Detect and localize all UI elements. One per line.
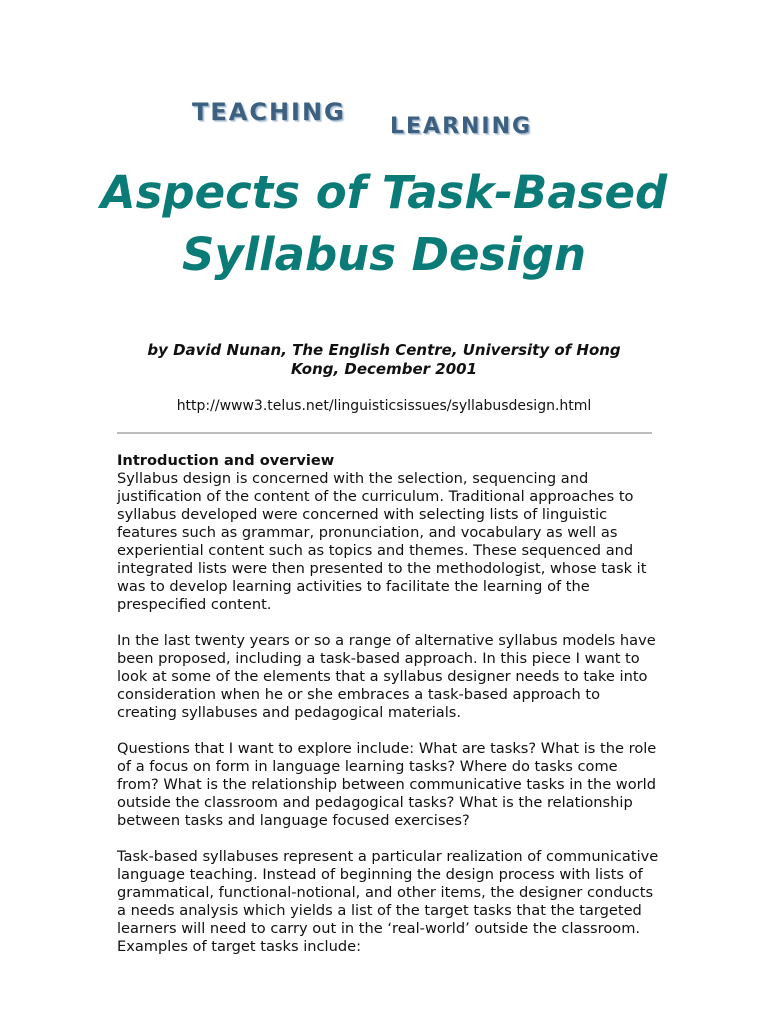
source-url: http://www3.telus.net/linguisticsissues/syllabusdesign.html <box>176 398 592 414</box>
intro-paragraph-1 <box>117 452 662 614</box>
teaching-learning-logo <box>192 98 592 148</box>
intro-paragraph-3: Questions that I want to explore include: What are tasks? What is the role of a focus on form in language learning tasks? Where do tasks come from? What is the relationship between communicative tasks in the world outside the classroom and pedagogical tasks? What is the relationship between tasks and language focused exercises? <box>117 740 657 829</box>
intro-paragraph-4: Task-based syllabuses represent a particular realization of communicative language teaching. Instead of beginning the design process with lists of grammatical, functional-notional, and other items, the designer conducts a needs analysis which yields a list of the target tasks that the targeted learners will need to carry out in the ‘real-world’ outside the classroom. Examples of target tasks include: <box>117 848 659 955</box>
page-title: Aspects of Task-Based Syllabus Design <box>100 166 668 281</box>
article-body <box>117 452 662 974</box>
horizontal-divider <box>117 432 652 434</box>
paragraph-text: Syllabus design is concerned with the selection, sequencing and justification of the content of the curriculum. Traditional approaches to syllabus developed were concerned with selecting lists of linguistic features such as grammar, pronunciation, and vocabulary as well as experiential content such as topics and themes. These sequenced and integrated lists were then presented to the methodologist, whose task it was to develop learning activities to facilitate the learning of the prespecified content. <box>117 470 647 613</box>
logo-word-learning: LEARNING <box>390 114 533 139</box>
section-heading: Introduction and overview <box>117 452 335 469</box>
intro-paragraph-2: In the last twenty years or so a range of alternative syllabus models have been proposed, including a task-based approach. In this piece I want to look at some of the elements that a syllabus designer needs to take into consideration when he or she embraces a task-based approach to creating syllabuses and pedagogical materials. <box>117 632 656 721</box>
logo-word-teaching: TEACHING <box>192 98 346 126</box>
author-byline: by David Nunan, The English Centre, University of Hong Kong, December 2001 <box>147 341 621 378</box>
